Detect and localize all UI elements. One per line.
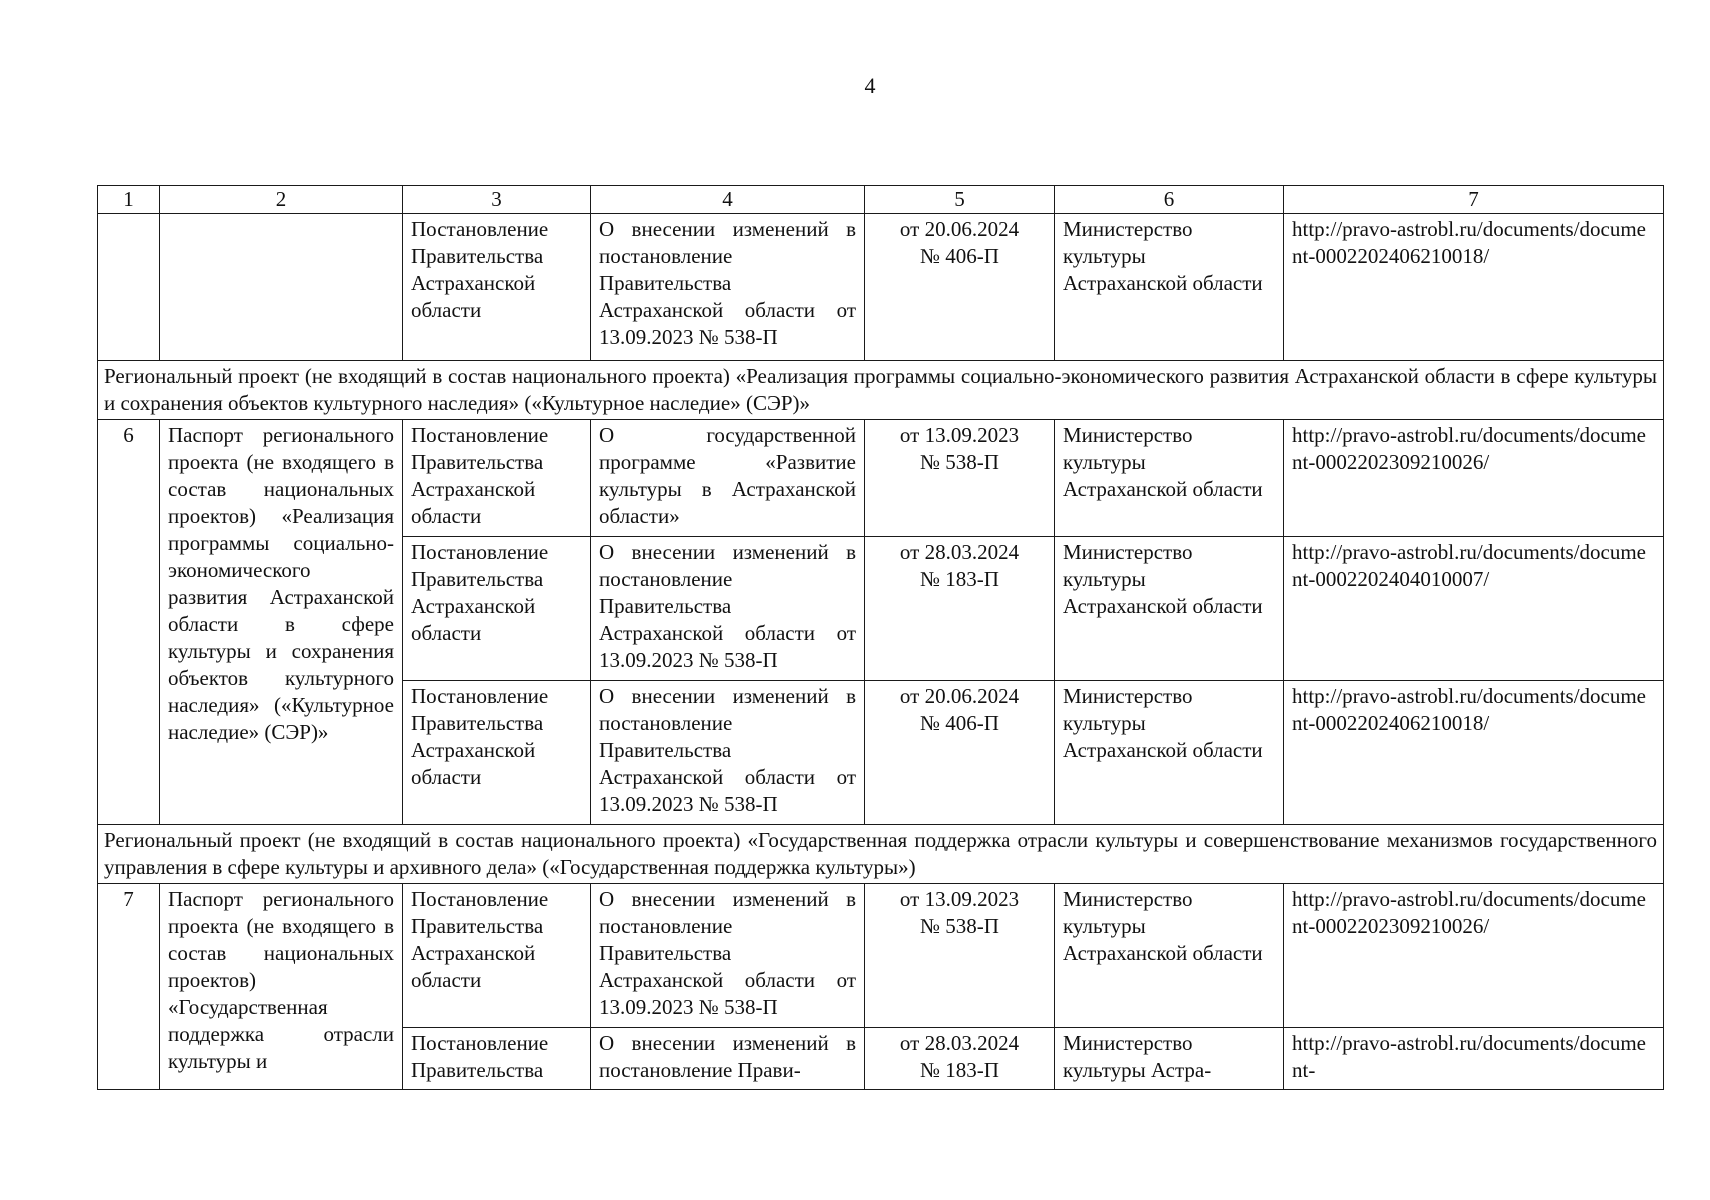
doc-type-cell: Постановление Правительства Астраханской области [403, 420, 591, 537]
doc-title-cell: О внесении изменений в постановление Правительства Астраханской области от 13.09.2023 № 538-П [591, 681, 865, 825]
ministry-cell: Министерство культуры Астраханской области [1055, 214, 1284, 361]
doc-link[interactable]: http://pravo-astrobl.ru/documents/document-0002202406210018/ [1284, 214, 1664, 361]
column-header: 2 [160, 186, 403, 214]
table-row [98, 884, 1664, 1028]
doc-type-cell: Постановление Правительства Астраханской области [403, 214, 591, 361]
ministry-cell: Министерство культуры Астраханской области [1055, 420, 1284, 537]
doc-link[interactable]: http://pravo-astrobl.ru/documents/document- [1284, 1028, 1664, 1090]
doc-number: № 538-П [920, 914, 999, 938]
doc-date: от 13.09.2023 [899, 423, 1020, 447]
doc-date-cell [865, 884, 1055, 1028]
doc-date-cell [865, 420, 1055, 537]
doc-title-cell: О государственной программе «Развитие культуры в Астраханской области» [591, 420, 865, 537]
doc-link[interactable]: http://pravo-astrobl.ru/documents/document-0002202404010007/ [1284, 537, 1664, 681]
doc-title-cell: О внесении изменений в постановление Правительства Астраханской области от 13.09.2023 № 538-П [591, 884, 865, 1028]
row-index: 6 [98, 420, 160, 825]
section-title-state-support: Региональный проект (не входящий в состав национального проекта) «Государственная поддержка отрасли культуры и совершенствование механизмов государственного управления в сфере культуры и архивного дела» («Государственная поддержка культуры») [98, 825, 1664, 884]
doc-date-cell [865, 214, 1055, 361]
doc-number: № 406-П [920, 244, 999, 268]
doc-number: № 183-П [920, 1058, 999, 1082]
doc-type-cell: Постановление Правительства [403, 1028, 591, 1090]
doc-date: от 20.06.2024 [899, 217, 1020, 241]
index-cell [98, 214, 160, 361]
doc-title-cell: О внесении изменений в постановление Правительства Астраханской области от 13.09.2023 № 538-П [591, 537, 865, 681]
doc-date: от 28.03.2024 [899, 1031, 1020, 1055]
ministry-cell: Министерство культуры Астраханской области [1055, 884, 1284, 1028]
column-header: 5 [865, 186, 1055, 214]
column-header: 3 [403, 186, 591, 214]
table-header-row [98, 186, 1664, 214]
registry-table [97, 185, 1664, 1090]
section-title-cultural-heritage: Региональный проект (не входящий в состав национального проекта) «Реализация программы социально-экономического развития Астраханской области в сфере культуры и сохранения объектов культурного наследия» («Культурное наследие» (СЭР)» [98, 361, 1664, 420]
column-header: 1 [98, 186, 160, 214]
passport-cell [160, 214, 403, 361]
doc-date-cell [865, 681, 1055, 825]
ministry-cell: Министерство культуры Астраханской области [1055, 537, 1284, 681]
doc-title-cell: О внесении изменений в постановление Прави- [591, 1028, 865, 1090]
page-number: 4 [864, 73, 876, 98]
doc-number: № 538-П [920, 450, 999, 474]
table-row [98, 420, 1664, 537]
ministry-cell: Министерство культуры Астраханской области [1055, 681, 1284, 825]
doc-date: от 20.06.2024 [899, 684, 1020, 708]
row-index: 7 [98, 884, 160, 1090]
doc-title-cell: О внесении изменений в постановление Правительства Астраханской области от 13.09.2023 № 538-П [591, 214, 865, 361]
doc-link[interactable]: http://pravo-astrobl.ru/documents/document-0002202406210018/ [1284, 681, 1664, 825]
passport-cell: Паспорт регионального проекта (не входящего в состав национальных проектов) «Реализация программы социально-экономического развития Астраханской области в сфере культуры и сохранения объектов культурного наследия» («Культурное наследие» (СЭР)» [160, 420, 403, 825]
doc-type-cell: Постановление Правительства Астраханской области [403, 884, 591, 1028]
column-header: 7 [1284, 186, 1664, 214]
doc-date-cell [865, 537, 1055, 681]
section-row [98, 825, 1664, 884]
doc-type-cell: Постановление Правительства Астраханской области [403, 681, 591, 825]
table-row [98, 214, 1664, 361]
doc-date: от 13.09.2023 [899, 887, 1020, 911]
doc-link[interactable]: http://pravo-astrobl.ru/documents/document-0002202309210026/ [1284, 420, 1664, 537]
section-row [98, 361, 1664, 420]
ministry-cell: Министерство культуры Астра- [1055, 1028, 1284, 1090]
doc-link[interactable]: http://pravo-astrobl.ru/documents/document-0002202309210026/ [1284, 884, 1664, 1028]
passport-cell: Паспорт регионального проекта (не входящего в состав национальных проектов) «Государственная поддержка отрасли культуры и [160, 884, 403, 1090]
doc-type-cell: Постановление Правительства Астраханской области [403, 537, 591, 681]
doc-date-cell [865, 1028, 1055, 1090]
column-header: 4 [591, 186, 865, 214]
column-header: 6 [1055, 186, 1284, 214]
doc-number: № 406-П [920, 711, 999, 735]
doc-date: от 28.03.2024 [899, 540, 1020, 564]
doc-number: № 183-П [920, 567, 999, 591]
